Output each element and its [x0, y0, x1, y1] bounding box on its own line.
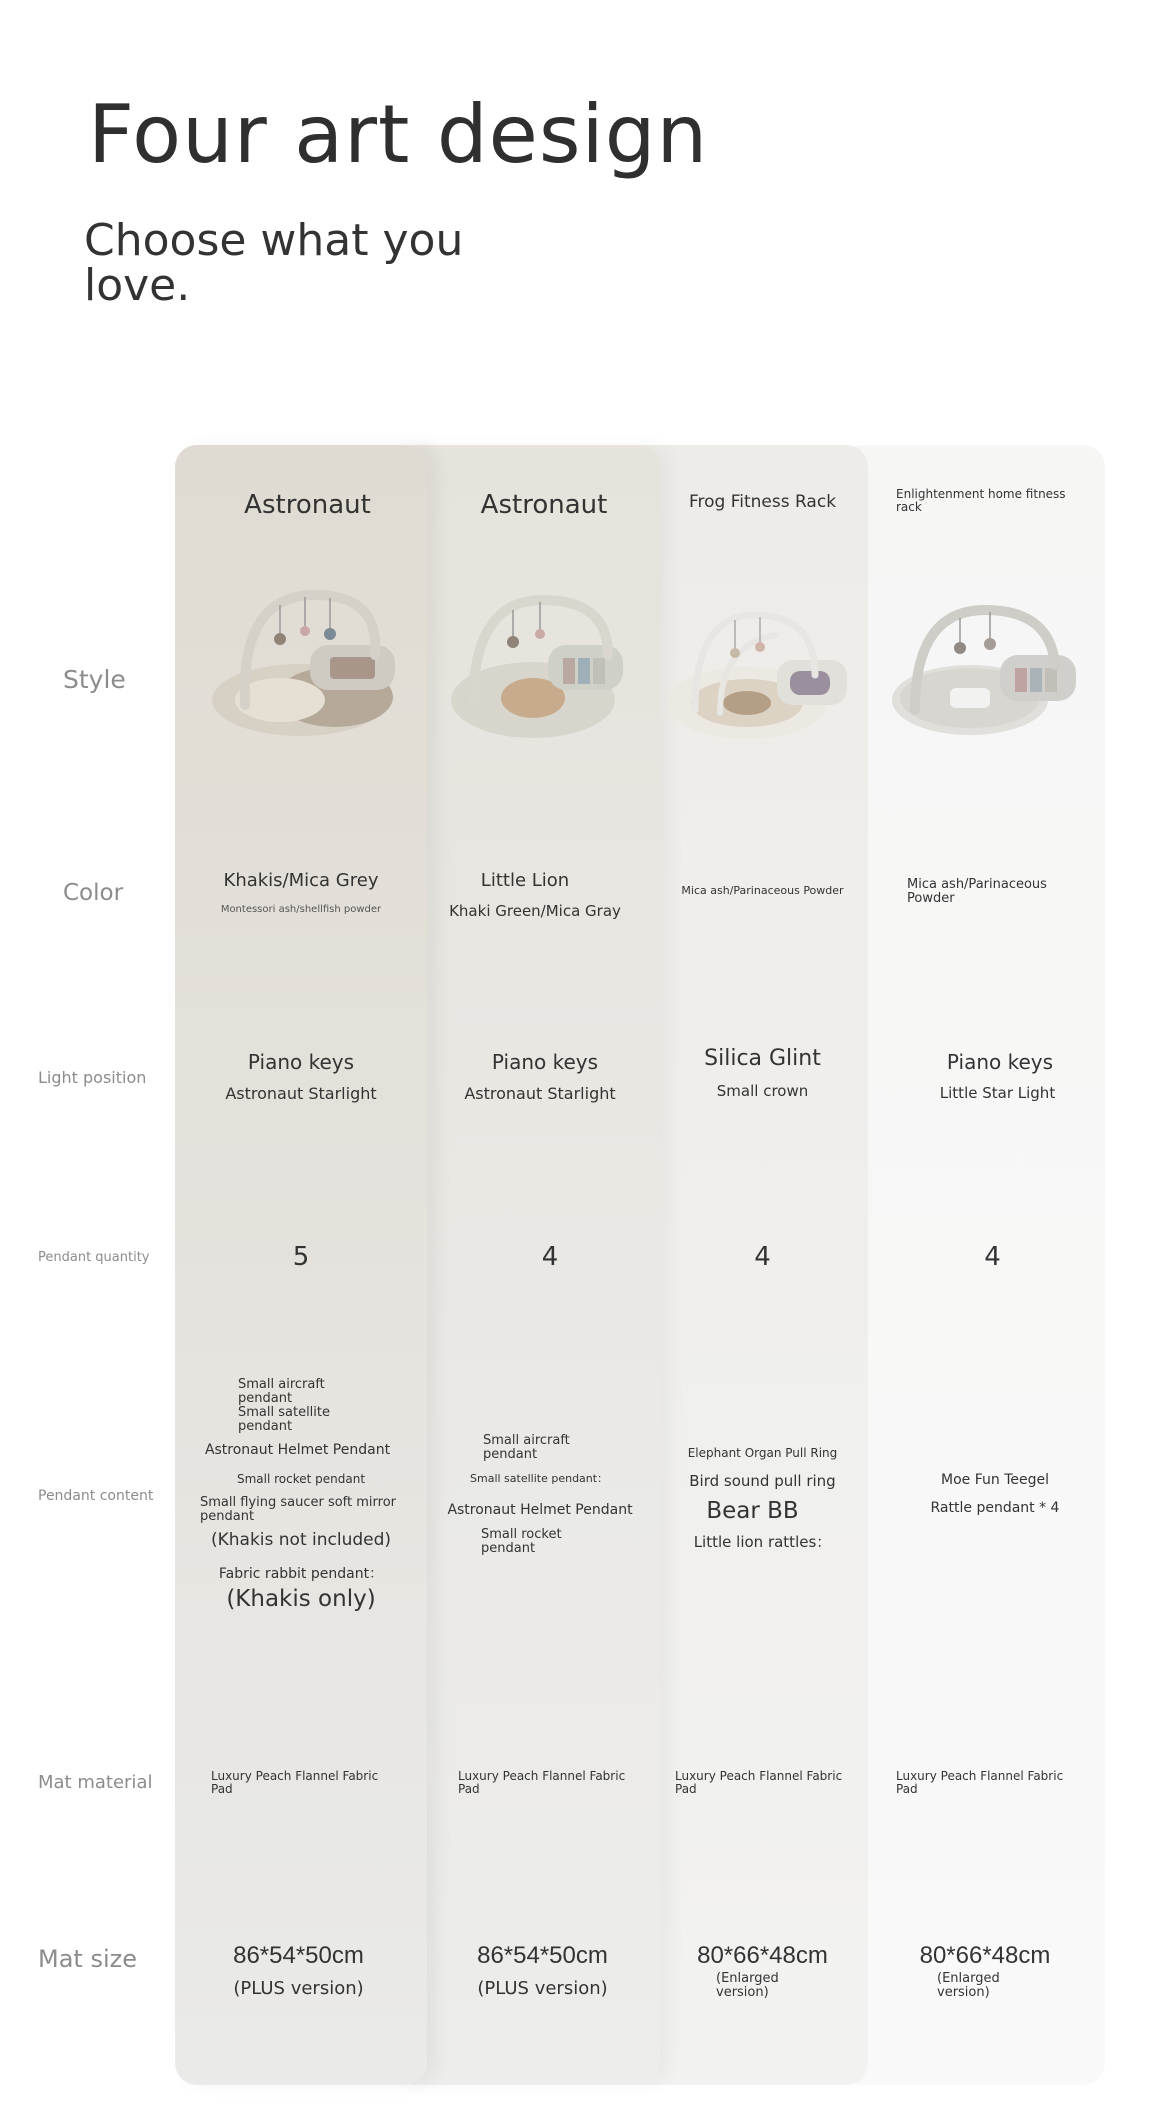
col1-color-sub: Montessori ash/shellfish powder	[220, 904, 382, 915]
col1-mat-size: 86*54*50cm	[233, 1942, 364, 1969]
col2-mat-material: Luxury Peach Flannel Fabric Pad	[458, 1769, 626, 1796]
col3-light-main: Silica Glint	[704, 1046, 821, 1071]
row-label-light-position: Light position	[38, 1068, 147, 1087]
col2-style-name: Astronaut	[480, 490, 608, 520]
col1-mat-size-note: (PLUS version)	[233, 1978, 364, 1999]
col4-style-name: Enlightenment home fitness rack	[896, 487, 1066, 514]
col1-pendant-2: Small satellite pendant	[238, 1405, 331, 1434]
col1-pendant-7: Fabric rabbit pendant：	[218, 1566, 384, 1582]
col4-mat-material: Luxury Peach Flannel Fabric Pad	[896, 1769, 1064, 1796]
col3-pendant-2: Bird sound pull ring	[689, 1472, 836, 1490]
col1-pendant-6: (Khakis not included)	[210, 1530, 392, 1550]
col3-light-sub: Small crown	[716, 1082, 809, 1100]
col4-color-main: Mica ash/Parinaceous Powder	[907, 877, 1047, 906]
col2-mat-size-note: (PLUS version)	[477, 1978, 608, 1999]
page-subtitle: Choose what you love.	[84, 215, 464, 311]
row-label-mat-material: Mat material	[38, 1772, 153, 1793]
row-label-style: Style	[63, 665, 126, 694]
col1-style-name: Astronaut	[244, 490, 371, 520]
col3-style-name: Frog Fitness Rack	[688, 492, 837, 512]
col4-pendant-1: Moe Fun Teegel	[941, 1472, 1049, 1488]
col2-light-main: Piano keys	[491, 1050, 599, 1074]
col2-pendant-quantity: 4	[541, 1242, 559, 1272]
col4-product-image	[890, 600, 1080, 745]
col2-pendant-1: Small aircraft pendant	[483, 1433, 570, 1462]
col4-pendant-2: Rattle pendant * 4	[930, 1500, 1060, 1516]
col3-mat-size: 80*66*48cm	[697, 1942, 828, 1969]
col3-color-main: Mica ash/Parinaceous Powder	[681, 884, 844, 897]
col3-mat-material: Luxury Peach Flannel Fabric Pad	[675, 1769, 843, 1796]
col2-pendant-2: Small satellite pendant：	[470, 1472, 609, 1485]
col4-mat-size-note: (Enlarged version)	[937, 1971, 1000, 2000]
row-label-pendant-quantity: Pendant quantity	[38, 1250, 150, 1265]
page-title: Four art design	[88, 88, 709, 181]
col4-light-sub: Little Star Light	[939, 1084, 1056, 1102]
col2-color-main: Little Lion	[480, 870, 570, 891]
col2-light-sub: Astronaut Starlight	[464, 1084, 616, 1103]
col3-pendant-4: Little lion rattles：	[693, 1533, 832, 1551]
col3-pendant-3: Bear BB	[706, 1498, 799, 1524]
col2-mat-size: 86*54*50cm	[477, 1942, 608, 1969]
col3-pendant-quantity: 4	[754, 1242, 771, 1272]
col4-pendant-quantity: 4	[984, 1242, 1001, 1272]
col1-pendant-1: Small aircraft pendant	[238, 1377, 325, 1406]
col1-color-main: Khakis/Mica Grey	[223, 870, 379, 891]
col1-pendant-5: Small flying saucer soft mirror pendant	[200, 1495, 397, 1524]
col3-mat-size-note: (Enlarged version)	[716, 1971, 779, 2000]
row-label-mat-size: Mat size	[38, 1945, 137, 1973]
col2-product-image	[448, 590, 628, 745]
col1-pendant-4: Small rocket pendant	[236, 1472, 366, 1486]
col3-pendant-1: Elephant Organ Pull Ring	[687, 1446, 838, 1460]
col1-pendant-3: Astronaut Helmet Pendant	[204, 1442, 391, 1458]
col1-light-main: Piano keys	[247, 1050, 355, 1074]
col2-color-sub: Khaki Green/Mica Gray	[449, 902, 621, 920]
col2-pendant-4: Small rocket pendant	[481, 1527, 562, 1556]
col1-pendant-quantity: 5	[292, 1242, 310, 1272]
col3-product-image	[665, 605, 855, 745]
col1-product-image	[205, 585, 405, 745]
col4-light-main: Piano keys	[946, 1050, 1054, 1074]
col4-mat-size: 80*66*48cm	[919, 1942, 1051, 1969]
col1-mat-material: Luxury Peach Flannel Fabric Pad	[211, 1769, 379, 1796]
col1-light-sub: Astronaut Starlight	[225, 1084, 377, 1103]
col1-pendant-8: (Khakis only)	[226, 1586, 376, 1612]
col2-pendant-3: Astronaut Helmet Pendant	[447, 1502, 633, 1518]
row-label-color: Color	[63, 880, 124, 906]
row-label-pendant-content: Pendant content	[38, 1488, 154, 1504]
